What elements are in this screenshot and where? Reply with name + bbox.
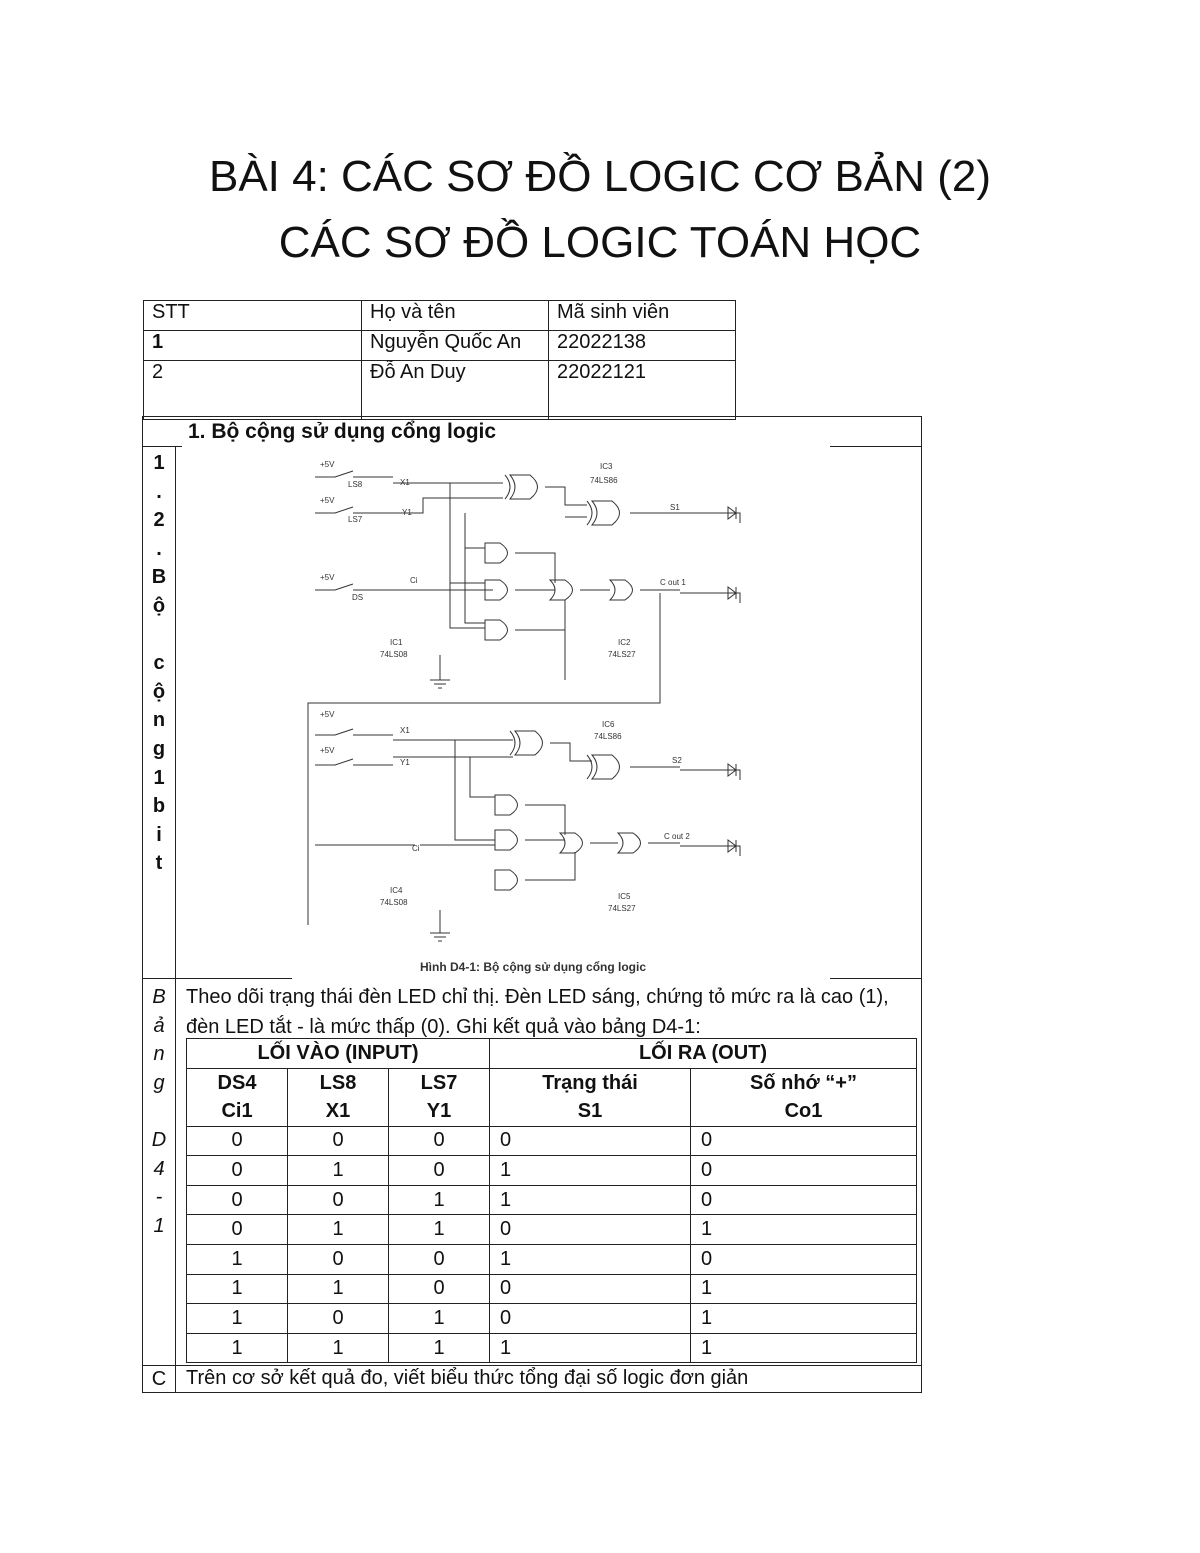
- row-divider: [142, 978, 292, 979]
- truth-table-cell: 0: [288, 1304, 389, 1334]
- truth-table-cell: 0: [691, 1244, 917, 1274]
- svg-text:+5V: +5V: [320, 496, 335, 505]
- truth-table-cell: 1: [389, 1185, 490, 1215]
- truth-table-row: [187, 1126, 917, 1156]
- truth-table-cell: 0: [389, 1244, 490, 1274]
- truth-table-column-header: [187, 1068, 917, 1126]
- svg-text:74LS86: 74LS86: [594, 732, 622, 741]
- truth-table-cell: 0: [288, 1126, 389, 1156]
- document-title-line2: CÁC SƠ ĐỒ LOGIC TOÁN HỌC: [278, 218, 922, 267]
- truth-table-row: [187, 1304, 917, 1334]
- member-id: 22022121: [549, 361, 736, 420]
- adder-circuit-diagram: [300, 455, 780, 955]
- row-divider: [142, 446, 182, 447]
- truth-table-cell: 1: [691, 1304, 917, 1334]
- truth-table-cell: 1: [490, 1244, 691, 1274]
- truth-table-cell: 1: [490, 1333, 691, 1363]
- truth-table-row: [187, 1156, 917, 1186]
- truth-table-row: [187, 1185, 917, 1215]
- table-vertical-label: B ả n g D 4 - 1: [151, 986, 167, 1237]
- truth-table-cell: 1: [490, 1156, 691, 1186]
- truth-table-cell: 0: [187, 1215, 288, 1245]
- truth-table-cell: 1: [187, 1333, 288, 1363]
- member-id: 22022138: [549, 331, 736, 361]
- svg-text:74LS27: 74LS27: [608, 904, 636, 913]
- truth-table-cell: 0: [187, 1185, 288, 1215]
- truth-table-cell: 0: [389, 1274, 490, 1304]
- svg-text:IC3: IC3: [600, 462, 613, 471]
- svg-text:IC5: IC5: [618, 892, 631, 901]
- members-header-row: [144, 301, 736, 331]
- col-header: LS8 X1: [288, 1068, 389, 1126]
- col-header: LS7 Y1: [389, 1068, 490, 1126]
- section-c-text: Trên cơ sở kết quả đo, viết biểu thức tổng đại số logic đơn giản: [186, 1367, 749, 1389]
- svg-text:IC2: IC2: [618, 638, 631, 647]
- svg-text:Ci: Ci: [410, 576, 418, 585]
- truth-table-cell: 1: [288, 1215, 389, 1245]
- svg-text:Y1: Y1: [402, 508, 412, 517]
- document-title-line1: BÀI 4: CÁC SƠ ĐỒ LOGIC CƠ BẢN (2): [208, 152, 992, 201]
- truth-table-cell: 1: [691, 1333, 917, 1363]
- truth-table-cell: 0: [389, 1126, 490, 1156]
- svg-text:+5V: +5V: [320, 460, 335, 469]
- truth-table-row: [187, 1244, 917, 1274]
- truth-table-cell: 0: [691, 1126, 917, 1156]
- truth-table-cell: 1: [490, 1185, 691, 1215]
- row-divider: [142, 1365, 922, 1366]
- svg-text:X1: X1: [400, 726, 410, 735]
- svg-text:Y1: Y1: [400, 758, 410, 767]
- truth-table-cell: 0: [490, 1274, 691, 1304]
- svg-text:74LS08: 74LS08: [380, 650, 408, 659]
- svg-text:LS7: LS7: [348, 515, 363, 524]
- svg-text:+5V: +5V: [320, 573, 335, 582]
- truth-table-cell: 1: [288, 1156, 389, 1186]
- header-student-id: Mã sinh viên: [549, 301, 736, 331]
- section-heading: 1. Bộ cộng sử dụng cổng logic: [188, 420, 497, 443]
- member-stt: 2: [144, 361, 362, 420]
- truth-table-cell: 1: [187, 1244, 288, 1274]
- svg-text:+5V: +5V: [320, 710, 335, 719]
- svg-text:IC4: IC4: [390, 886, 403, 895]
- truth-table-cell: 0: [691, 1185, 917, 1215]
- svg-text:X1: X1: [400, 478, 410, 487]
- row-divider: [830, 978, 922, 979]
- svg-text:S1: S1: [670, 503, 680, 512]
- output-header: LỐI RA (OUT): [490, 1039, 917, 1069]
- instructions-text: Theo dõi trạng thái đèn LED chỉ thị. Đèn LED sáng, chứng tỏ mức ra là cao (1), đèn LED tắt - là mức thấp (0). Ghi kết quả vào bảng D4-1:: [186, 986, 889, 1038]
- svg-text:Ci: Ci: [412, 844, 420, 853]
- truth-table-cell: 1: [389, 1215, 490, 1245]
- lower-adder: [315, 710, 740, 941]
- truth-table-cell: 1: [691, 1215, 917, 1245]
- truth-table-cell: 0: [490, 1215, 691, 1245]
- col-header: DS4 Ci1: [187, 1068, 288, 1126]
- truth-table-row: [187, 1215, 917, 1245]
- truth-table-cell: 0: [490, 1304, 691, 1334]
- svg-text:DS: DS: [352, 593, 364, 602]
- svg-text:IC1: IC1: [390, 638, 403, 647]
- member-row: [144, 361, 736, 420]
- truth-table-cell: 1: [187, 1274, 288, 1304]
- truth-table-row: [187, 1274, 917, 1304]
- truth-table-cell: 1: [389, 1333, 490, 1363]
- xor-gate: [510, 475, 538, 499]
- truth-table-cell: 1: [288, 1274, 389, 1304]
- member-name: Nguyễn Quốc An: [362, 331, 549, 361]
- member-stt: 1: [144, 331, 362, 361]
- label-column-divider: [175, 446, 176, 1392]
- svg-text:S2: S2: [672, 756, 682, 765]
- col-header: Trạng thái S1: [490, 1068, 691, 1126]
- svg-text:LS8: LS8: [348, 480, 363, 489]
- member-row: [144, 331, 736, 361]
- truth-table-cell: 0: [691, 1156, 917, 1186]
- truth-table-cell: 0: [288, 1244, 389, 1274]
- svg-text:74LS27: 74LS27: [608, 650, 636, 659]
- header-name: Họ và tên: [362, 301, 549, 331]
- members-table: [143, 300, 736, 420]
- svg-text:+5V: +5V: [320, 746, 335, 755]
- truth-table-cell: 0: [490, 1126, 691, 1156]
- truth-table-group-header: [187, 1039, 917, 1069]
- truth-table-cell: 0: [389, 1156, 490, 1186]
- svg-text:74LS08: 74LS08: [380, 898, 408, 907]
- truth-table-cell: 1: [691, 1274, 917, 1304]
- truth-table-row: [187, 1333, 917, 1363]
- svg-text:C out 1: C out 1: [660, 578, 686, 587]
- svg-text:74LS86: 74LS86: [590, 476, 618, 485]
- section-vertical-label: 1 . 2 . B ộ c ộ n g 1 b i t: [151, 452, 167, 875]
- col-header: Số nhớ “+” Co1: [691, 1068, 917, 1126]
- section-c-label: C: [151, 1368, 167, 1390]
- truth-table-cell: 0: [187, 1126, 288, 1156]
- truth-table-d4-1: [186, 1038, 917, 1363]
- header-stt: STT: [144, 301, 362, 331]
- upper-adder: [308, 460, 740, 925]
- input-header: LỐI VÀO (INPUT): [187, 1039, 490, 1069]
- xor-gate: [592, 501, 620, 525]
- truth-table-cell: 0: [288, 1185, 389, 1215]
- row-divider: [830, 446, 922, 447]
- truth-table-cell: 1: [389, 1304, 490, 1334]
- truth-table-cell: 1: [288, 1333, 389, 1363]
- truth-table-cell: 0: [187, 1156, 288, 1186]
- figure-caption: Hình D4-1: Bộ cộng sử dụng cổng logic: [420, 960, 647, 974]
- truth-table-cell: 1: [187, 1304, 288, 1334]
- svg-text:C out 2: C out 2: [664, 832, 690, 841]
- svg-text:IC6: IC6: [602, 720, 615, 729]
- truth-table-body: [187, 1126, 917, 1363]
- member-name: Đỗ An Duy: [362, 361, 549, 420]
